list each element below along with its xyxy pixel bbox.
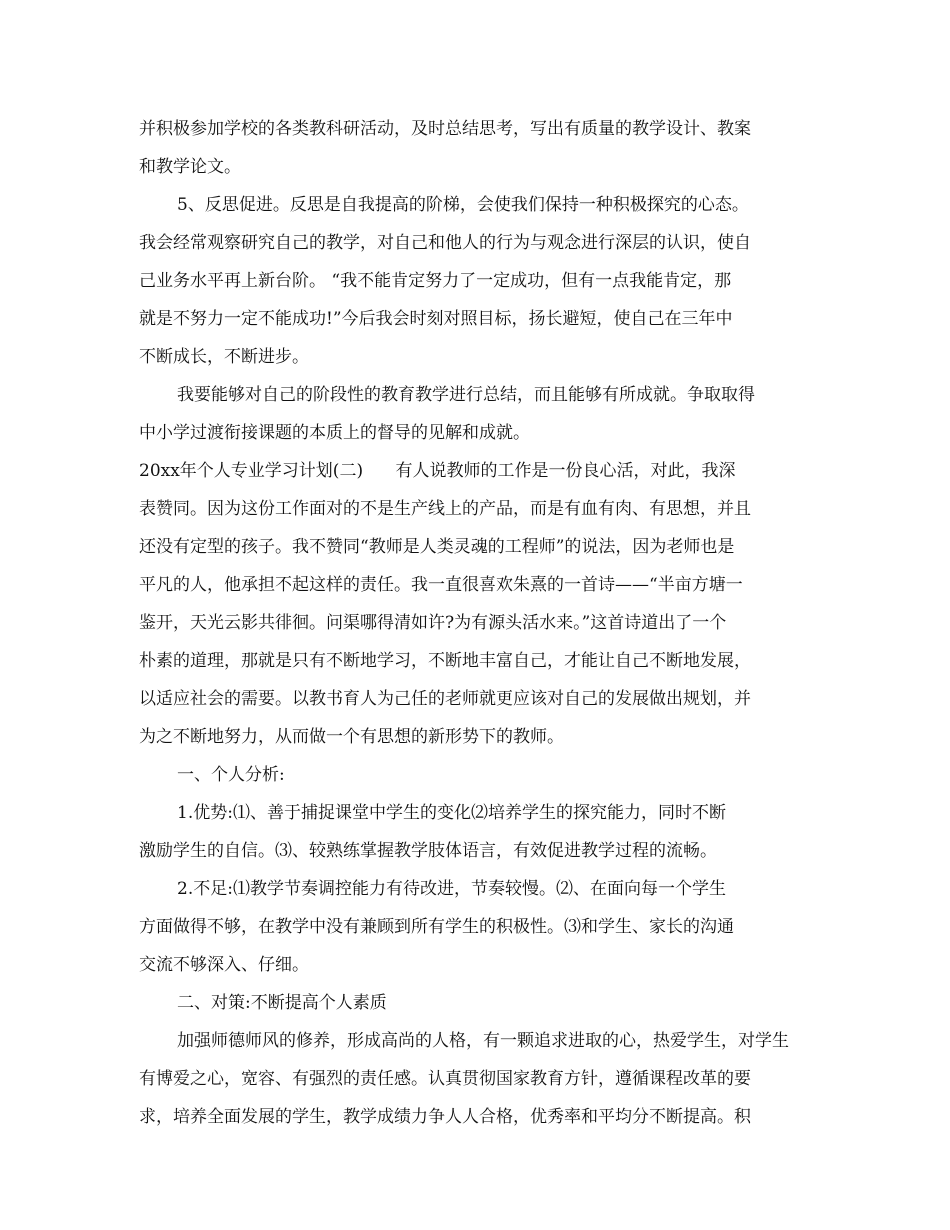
- text-line: 5、反思促进。反思是自我提高的阶梯，会使我们保持一种积极探究的心态。: [177, 195, 749, 215]
- document-body: [139, 110, 815, 1136]
- text-line: 加强师德师风的修养，形成高尚的人格，有一颗追求进取的心，热爱学生，对学生: [177, 1031, 789, 1051]
- text-line: 就是不努力一定不能成功!”今后我会时刻对照目标，扬长避短，使自己在三年中: [139, 309, 733, 329]
- text-line: 不断成长，不断进步。: [139, 347, 309, 367]
- text-line: 己业务水平再上新台阶。 “我不能肯定努力了一定成功，但有一点我能肯定，那: [139, 271, 732, 291]
- text-line: 并积极参加学校的各类教科研活动，及时总结思考，写出有质量的教学设计、教案: [139, 119, 751, 139]
- text-line: 有博爱之心，宽容、有强烈的责任感。认真贯彻国家教育方针，遵循课程改革的要: [139, 1069, 751, 1089]
- text-line: 还没有定型的孩子。我不赞同“教师是人类灵魂的工程师”的说法，因为老师也是: [139, 537, 735, 557]
- text-line: 求，培养全面发展的学生，教学成绩力争人人合格，优秀率和平均分不断提高。积: [139, 1107, 751, 1127]
- text-line: 方面做得不够，在教学中没有兼顾到所有学生的积极性。⑶和学生、家长的沟通: [139, 917, 734, 937]
- text-line: 20xx年个人专业学习计划(二) 有人说教师的工作是一份良心活，对此，我深: [139, 461, 736, 481]
- text-line: 激励学生的自信。⑶、较熟练掌握教学肢体语言，有效促进教学过程的流畅。: [139, 841, 717, 861]
- text-line: 以适应社会的需要。以教书育人为己任的老师就更应该对自己的发展做出规划，并: [139, 689, 751, 709]
- text-line: 我会经常观察研究自己的教学，对自己和他人的行为与观念进行深层的认识，使自: [139, 233, 751, 253]
- text-line: 我要能够对自己的阶段性的教育教学进行总结，而且能够有所成就。争取取得: [177, 385, 755, 405]
- text-line: 表赞同。因为这份工作面对的不是生产线上的产品，而是有血有肉、有思想，并且: [139, 499, 751, 519]
- text-line: 为之不断地努力，从而做一个有思想的新形势下的教师。: [139, 727, 564, 747]
- text-line: 鉴开，天光云影共徘徊。问渠哪得清如许?为有源头活水来。”这首诗道出了一个: [139, 613, 727, 633]
- text-line: 中小学过渡衔接课题的本质上的督导的见解和成就。: [139, 423, 530, 443]
- text-line: 和教学论文。: [139, 157, 241, 177]
- text-line: 交流不够深入、仔细。: [139, 955, 309, 975]
- text-line: 一、个人分析:: [177, 765, 285, 785]
- text-line: 二、对策:不断提高个人素质: [177, 993, 387, 1013]
- text-line: 朴素的道理，那就是只有不断地学习，不断地丰富自己，才能让自己不断地发展，: [139, 651, 751, 671]
- text-line: 平凡的人，他承担不起这样的责任。我一直很喜欢朱熹的一首诗——“半亩方塘一: [139, 575, 743, 595]
- text-line: 2.不足:⑴教学节奏调控能力有待改进，节奏较慢。⑵、在面向每一个学生: [177, 879, 726, 899]
- text-line: 1.优势:⑴、善于捕捉课堂中学生的变化⑵培养学生的探究能力，同时不断: [177, 803, 726, 823]
